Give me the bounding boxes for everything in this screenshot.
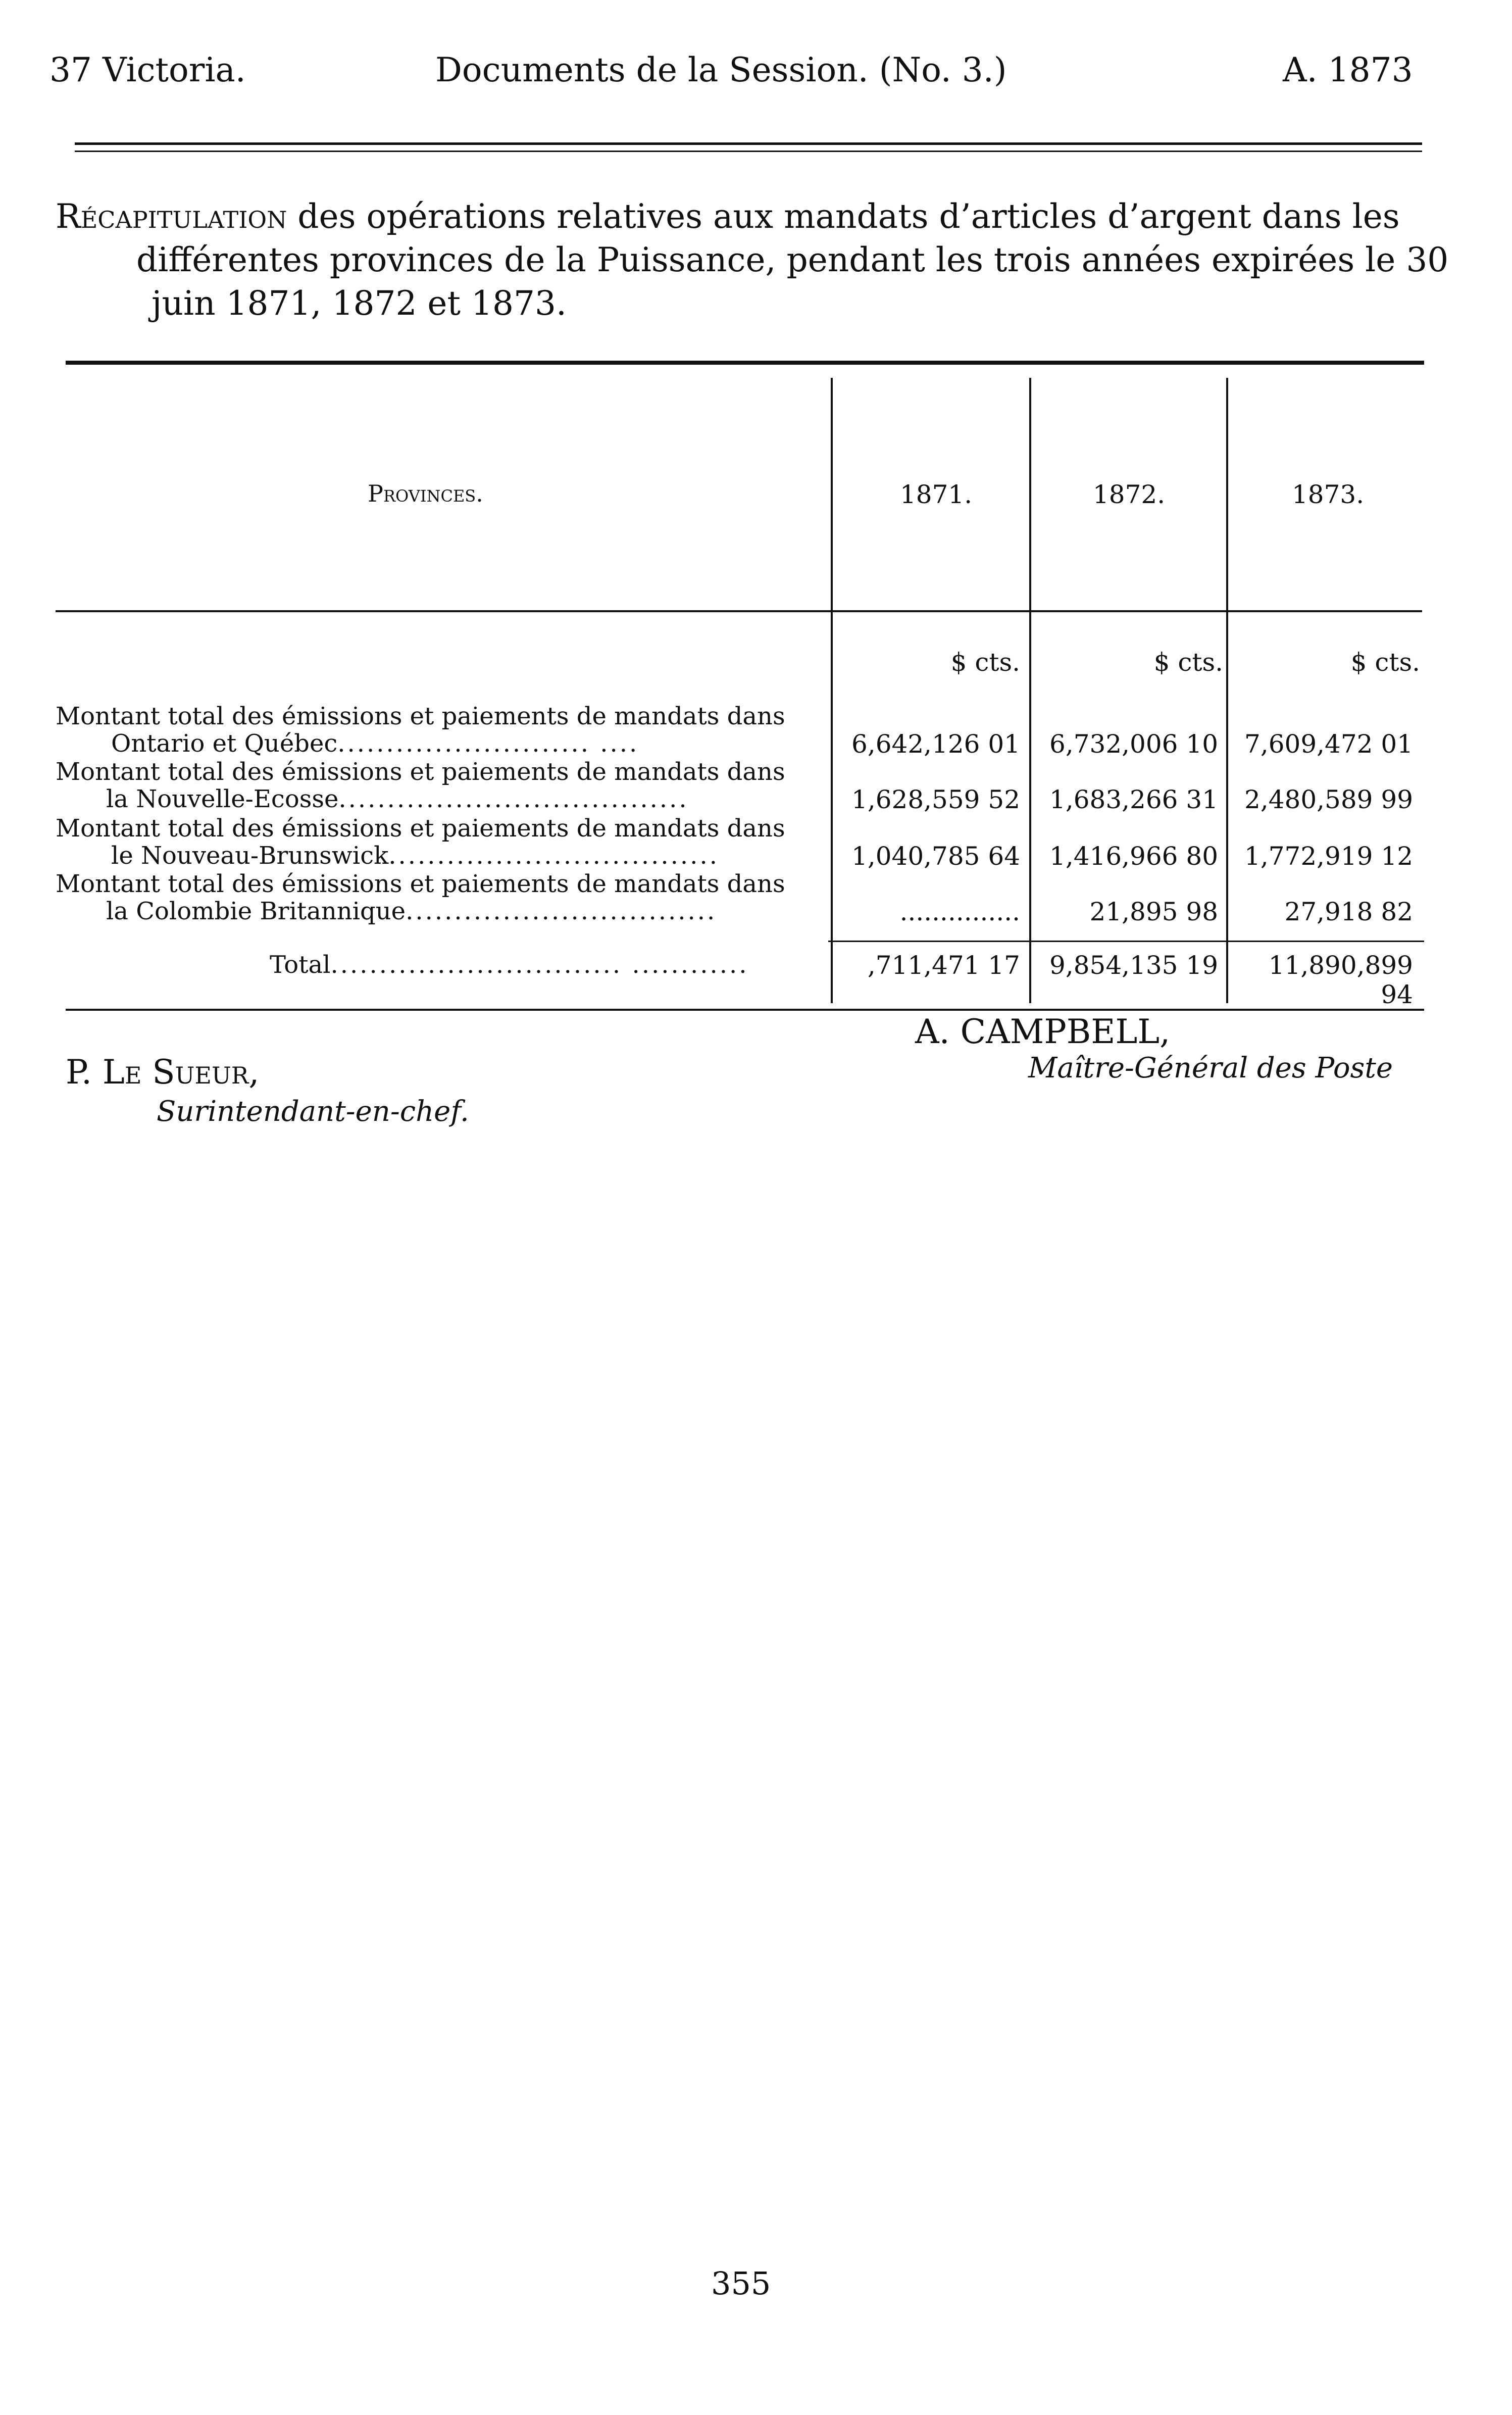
table-row-4-1871: ............... — [899, 897, 1020, 926]
column-header-1873: 1873. — [1292, 480, 1365, 509]
table-row-3-province: le Nouveau-Brunswick — [111, 842, 389, 870]
unit-1871: $ cts. — [950, 648, 1020, 677]
signature-right-title: Maître-Général des Poste — [1028, 1052, 1393, 1085]
header-left: 37 Victoria. — [49, 51, 246, 89]
header-right: A. 1873 — [1283, 51, 1413, 89]
title-lead: Récapitulation — [56, 197, 287, 236]
table-row-2-label-2 — [106, 785, 689, 813]
column-divider-1 — [831, 378, 833, 1003]
total-leader: .............................. ............ — [330, 951, 749, 979]
signature-right-name: A. CAMPBELL, — [915, 1012, 1171, 1051]
total-1873: 11,890,899 94 — [1268, 951, 1413, 1009]
column-divider-3 — [1226, 378, 1228, 1003]
table-row-2-label-1: Montant total des émissions et paiements de mandats dans — [56, 758, 785, 786]
total-1872: 9,854,135 19 — [1049, 951, 1218, 980]
column-header-1872: 1872. — [1093, 480, 1166, 509]
title-line-2: différentes provinces de la Puissance, pendant les trois années expirées le 30 — [136, 240, 1449, 279]
table-row-4-label-1: Montant total des émissions et paiements de mandats dans — [56, 870, 785, 898]
table-row-2-1873: 2,480,589 99 — [1244, 785, 1413, 814]
page-number: 355 — [711, 2265, 771, 2302]
table-rule-bottom — [66, 1009, 1424, 1011]
table-row-2-leader: .................................... — [338, 785, 689, 813]
table-row-4-label-2 — [106, 897, 717, 925]
title-line-1-text: des opérations relatives aux mandats d’articles d’argent dans les — [287, 197, 1400, 236]
signature-left-name — [66, 1053, 259, 1092]
header-rule-bottom — [75, 151, 1422, 152]
header-center: Documents de la Session. (No. 3.) — [435, 51, 1007, 89]
title-line-3: juin 1871, 1872 et 1873. — [152, 284, 567, 323]
table-rule-total-top — [828, 941, 1424, 942]
table-row-1-1871: 6,642,126 01 — [851, 729, 1020, 759]
total-row-label — [270, 951, 749, 979]
column-divider-2 — [1029, 378, 1031, 1003]
unit-1872: $ cts. — [1153, 648, 1223, 677]
table-row-3-1872: 1,416,966 80 — [1049, 842, 1218, 871]
table-row-3-1871: 1,040,785 64 — [851, 842, 1020, 871]
table-rule-top — [66, 361, 1424, 365]
total-1871: ,711,471 17 — [867, 951, 1020, 980]
table-row-1-label-1: Montant total des émissions et paiements de mandats dans — [56, 702, 785, 730]
table-row-4-province: la Colombie Britannique — [106, 897, 406, 925]
table-row-1-province: Ontario et Québec — [111, 729, 338, 758]
table-row-3-label-2 — [111, 842, 719, 870]
table-row-4-1872: 21,895 98 — [1089, 897, 1218, 926]
table-row-2-province: la Nouvelle-Ecosse — [106, 785, 339, 813]
title-line-1 — [56, 195, 1400, 238]
header-rule-top — [75, 142, 1422, 145]
table-row-1-leader: .......................... .... — [337, 729, 639, 758]
column-header-provinces: Provinces. — [368, 480, 483, 507]
table-row-4-leader: ................................ — [406, 897, 717, 925]
signature-left-name-text: P. Le Sueur, — [66, 1053, 260, 1092]
column-header-1871: 1871. — [900, 480, 973, 509]
table-row-3-leader: .................................. — [388, 842, 719, 870]
table-row-2-1871: 1,628,559 52 — [851, 785, 1020, 814]
table-row-1-1872: 6,732,006 10 — [1049, 729, 1218, 759]
table-row-2-1872: 1,683,266 31 — [1049, 785, 1218, 814]
table-row-3-1873: 1,772,919 12 — [1244, 842, 1413, 871]
table-row-4-1873: 27,918 82 — [1284, 897, 1413, 926]
table-row-1-1873: 7,609,472 01 — [1244, 729, 1413, 759]
total-label: Total — [270, 951, 331, 979]
signature-left-title: Surintendant-en-chef. — [157, 1095, 469, 1128]
table-row-1-label-2 — [111, 729, 639, 758]
unit-1873: $ cts. — [1350, 648, 1420, 677]
table-rule-header-bottom — [56, 610, 1422, 612]
table-row-3-label-1: Montant total des émissions et paiements de mandats dans — [56, 814, 785, 843]
